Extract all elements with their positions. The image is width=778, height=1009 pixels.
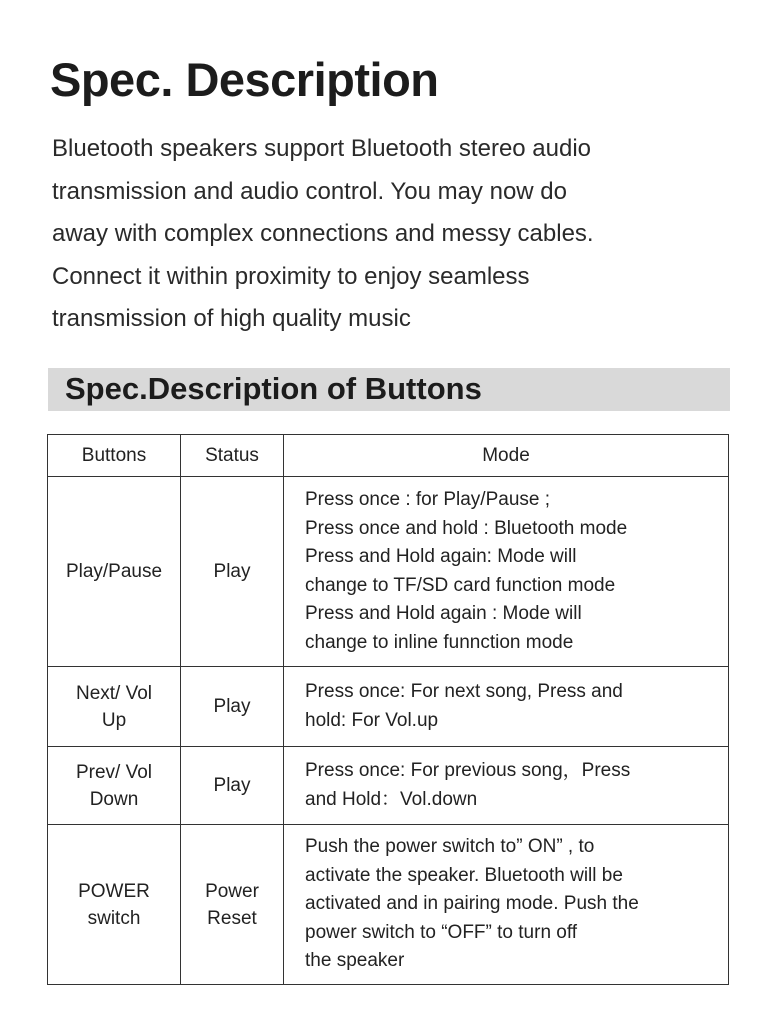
- mode-line: activated and in pairing mode. Push the: [305, 893, 639, 915]
- intro-line: away with complex connections and messy cables.: [52, 220, 594, 247]
- button-cell: [48, 667, 181, 747]
- mode-line: Push the power switch to” ON” , to: [305, 836, 595, 858]
- status-value: Play: [213, 561, 251, 582]
- status-value: Reset: [207, 907, 257, 929]
- button-cell: [48, 747, 181, 825]
- column-header-buttons: Buttons: [48, 435, 181, 477]
- button-name: POWER: [78, 880, 150, 902]
- mode-cell: [284, 667, 729, 747]
- mode-line: activate the speaker. Bluetooth will be: [305, 864, 623, 886]
- button-cell: [48, 825, 181, 985]
- intro-paragraph: [52, 128, 732, 341]
- status-value: Play: [213, 775, 251, 796]
- status-cell: [181, 667, 284, 747]
- section-title: Spec.Description of Buttons: [65, 371, 482, 406]
- mode-cell: [284, 747, 729, 825]
- status-value: Power: [205, 880, 259, 902]
- status-value: Play: [213, 696, 251, 717]
- mode-line: power switch to “OFF” to turn off: [305, 921, 578, 943]
- intro-line: transmission of high quality music: [52, 305, 411, 332]
- mode-cell: [284, 825, 729, 985]
- mode-line: Press once: For next song, Press and: [305, 681, 623, 702]
- status-cell: [181, 477, 284, 667]
- table-header-row: [48, 435, 729, 477]
- table-row: [48, 747, 729, 825]
- mode-line: Press and Hold again: Mode will: [305, 546, 577, 567]
- column-header-mode: Mode: [284, 435, 729, 477]
- mode-cell: [284, 477, 729, 667]
- mode-line: Press once : for Play/Pause ;: [305, 489, 551, 510]
- buttons-spec-table: [47, 434, 729, 985]
- mode-line: Press once and hold : Bluetooth mode: [305, 517, 628, 539]
- button-name: Up: [101, 709, 127, 731]
- mode-line: and Hold：Vol.down: [305, 788, 478, 810]
- intro-line: transmission and audio control. You may now do: [52, 177, 567, 205]
- column-header-status: Status: [181, 435, 284, 477]
- mode-line: the speaker: [305, 950, 405, 972]
- mode-line: change to inline funnction mode: [305, 631, 574, 653]
- button-name: Prev/ Vol: [75, 761, 153, 783]
- table-row: [48, 477, 729, 667]
- mode-line: change to TF/SD card function mode: [305, 574, 616, 596]
- intro-line: Bluetooth speakers support Bluetooth stereo audio: [52, 135, 592, 162]
- table-row: [48, 825, 729, 985]
- button-cell: [48, 477, 181, 667]
- mode-line: hold: For Vol.up: [305, 709, 439, 731]
- button-name: Next/ Vol: [75, 682, 153, 704]
- mode-line: Press once: For previous song，Press: [305, 760, 631, 781]
- button-name: Down: [89, 788, 139, 810]
- section-header-bar: [48, 368, 730, 411]
- table-row: [48, 667, 729, 747]
- intro-line: Connect it within proximity to enjoy seamless: [52, 262, 530, 290]
- status-cell: [181, 747, 284, 825]
- mode-line: Press and Hold again : Mode will: [305, 603, 582, 624]
- status-cell: [181, 825, 284, 985]
- button-name: Play/Pause: [65, 561, 163, 582]
- page-title: Spec. Description: [50, 53, 439, 106]
- button-name: switch: [87, 907, 141, 929]
